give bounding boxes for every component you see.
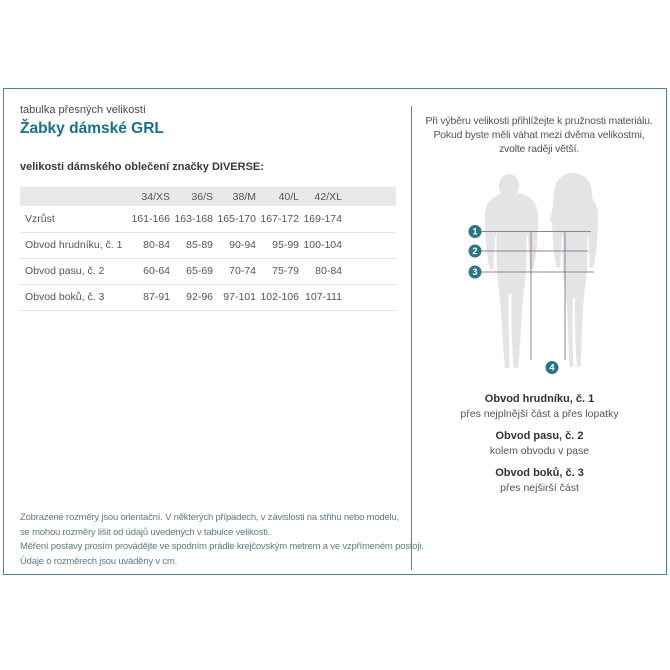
marker-4-label: 4 [549, 362, 555, 373]
column-header: 38/M [232, 190, 256, 203]
measure-title: Obvod boků, č. 3 [495, 467, 584, 479]
cell-value: 165-170 [217, 212, 256, 225]
marker-2-label: 2 [472, 246, 478, 257]
cell-value: 60-64 [143, 265, 170, 277]
cell-value: 169-174 [303, 212, 342, 225]
marker-1-label: 1 [472, 226, 478, 237]
cell-value: 107-111 [305, 291, 342, 303]
cell-value: 100-104 [303, 239, 342, 251]
measure-title: Obvod pasu, č. 2 [495, 430, 584, 442]
measure-title: Obvod hrudníku, č. 1 [484, 393, 595, 405]
footnote-line: Zobrazené rozměry jsou orientační. V některých případech, v závislosti na střihu nebo modelu, [20, 512, 400, 523]
cell-value: 87-91 [143, 291, 170, 303]
row-label: Obvod hrudníku, č. 1 [25, 239, 123, 251]
table-subtitle: velikosti dámského oblečení značky DIVERSE: [20, 161, 264, 173]
cell-value: 80-84 [143, 239, 170, 251]
size-advice-text [412, 114, 666, 156]
cell-value: 95-99 [272, 239, 299, 251]
size-table-header-row [20, 187, 396, 206]
page-title: Žabky dámské GRL [20, 120, 164, 137]
measurement-footnote [20, 511, 424, 569]
column-header: 40/L [278, 190, 299, 203]
column-header: 42/XL [314, 190, 342, 203]
vertical-divider [411, 106, 412, 570]
cell-value: 163-168 [174, 212, 213, 225]
column-header: 36/S [191, 190, 213, 203]
table-row [20, 206, 396, 232]
row-label: Vzrůst [25, 212, 55, 225]
cell-value: 92-96 [186, 291, 213, 303]
table-row [20, 258, 396, 284]
cell-value: 97-101 [223, 291, 256, 303]
footnote-line: Údaje o rozměrech jsou uváděny v cm. [20, 555, 178, 567]
table-corner [20, 187, 127, 206]
cell-value: 85-89 [186, 239, 213, 251]
table-row [20, 232, 396, 258]
table-row [20, 284, 396, 310]
intro-line: Při výběru velikosti přihlížejte k pružnosti materiálu. [425, 115, 653, 127]
cell-value: 161-166 [131, 212, 170, 225]
intro-line: Pokud byste měli váhat mezi dvěma velikostmi, [433, 129, 645, 141]
measure-desc: přes nejplnější část a přes lopatky [460, 408, 619, 420]
female-silhouette-icon [550, 173, 599, 367]
column-spacer [342, 187, 396, 206]
size-table [20, 187, 396, 311]
cell-value: 75-79 [272, 265, 299, 277]
footnote-line: se mohou rozměry lišit od údajů uvedených v tabulce velikosti. [20, 526, 271, 538]
cell-value: 90-94 [229, 239, 256, 251]
cell-value: 65-69 [186, 265, 213, 277]
intro-line: zvolte raději větší. [498, 143, 580, 155]
measure-desc: kolem obvodu v pase [489, 445, 590, 457]
footnote-line: Měření postavy prosím provádějte ve spodním prádle krejčovským metrem a ve vzpřímeném postoji. [20, 541, 424, 552]
row-label: Obvod boků, č. 3 [25, 291, 105, 303]
measure-desc: přes nejširší část [500, 482, 579, 494]
marker-3-label: 3 [472, 267, 478, 278]
measurement-legend [412, 392, 667, 495]
row-label: Obvod pasu, č. 2 [25, 265, 105, 277]
column-header: 34/XS [141, 190, 170, 203]
cell-value: 70-74 [229, 265, 256, 277]
male-silhouette-icon [485, 174, 538, 368]
table-eyebrow: tabulka přesných velikostí [20, 104, 146, 116]
cell-value: 80-84 [315, 265, 342, 277]
body-measurement-diagram [455, 165, 615, 380]
cell-value: 167-172 [260, 212, 299, 225]
cell-value: 102-106 [260, 291, 299, 303]
